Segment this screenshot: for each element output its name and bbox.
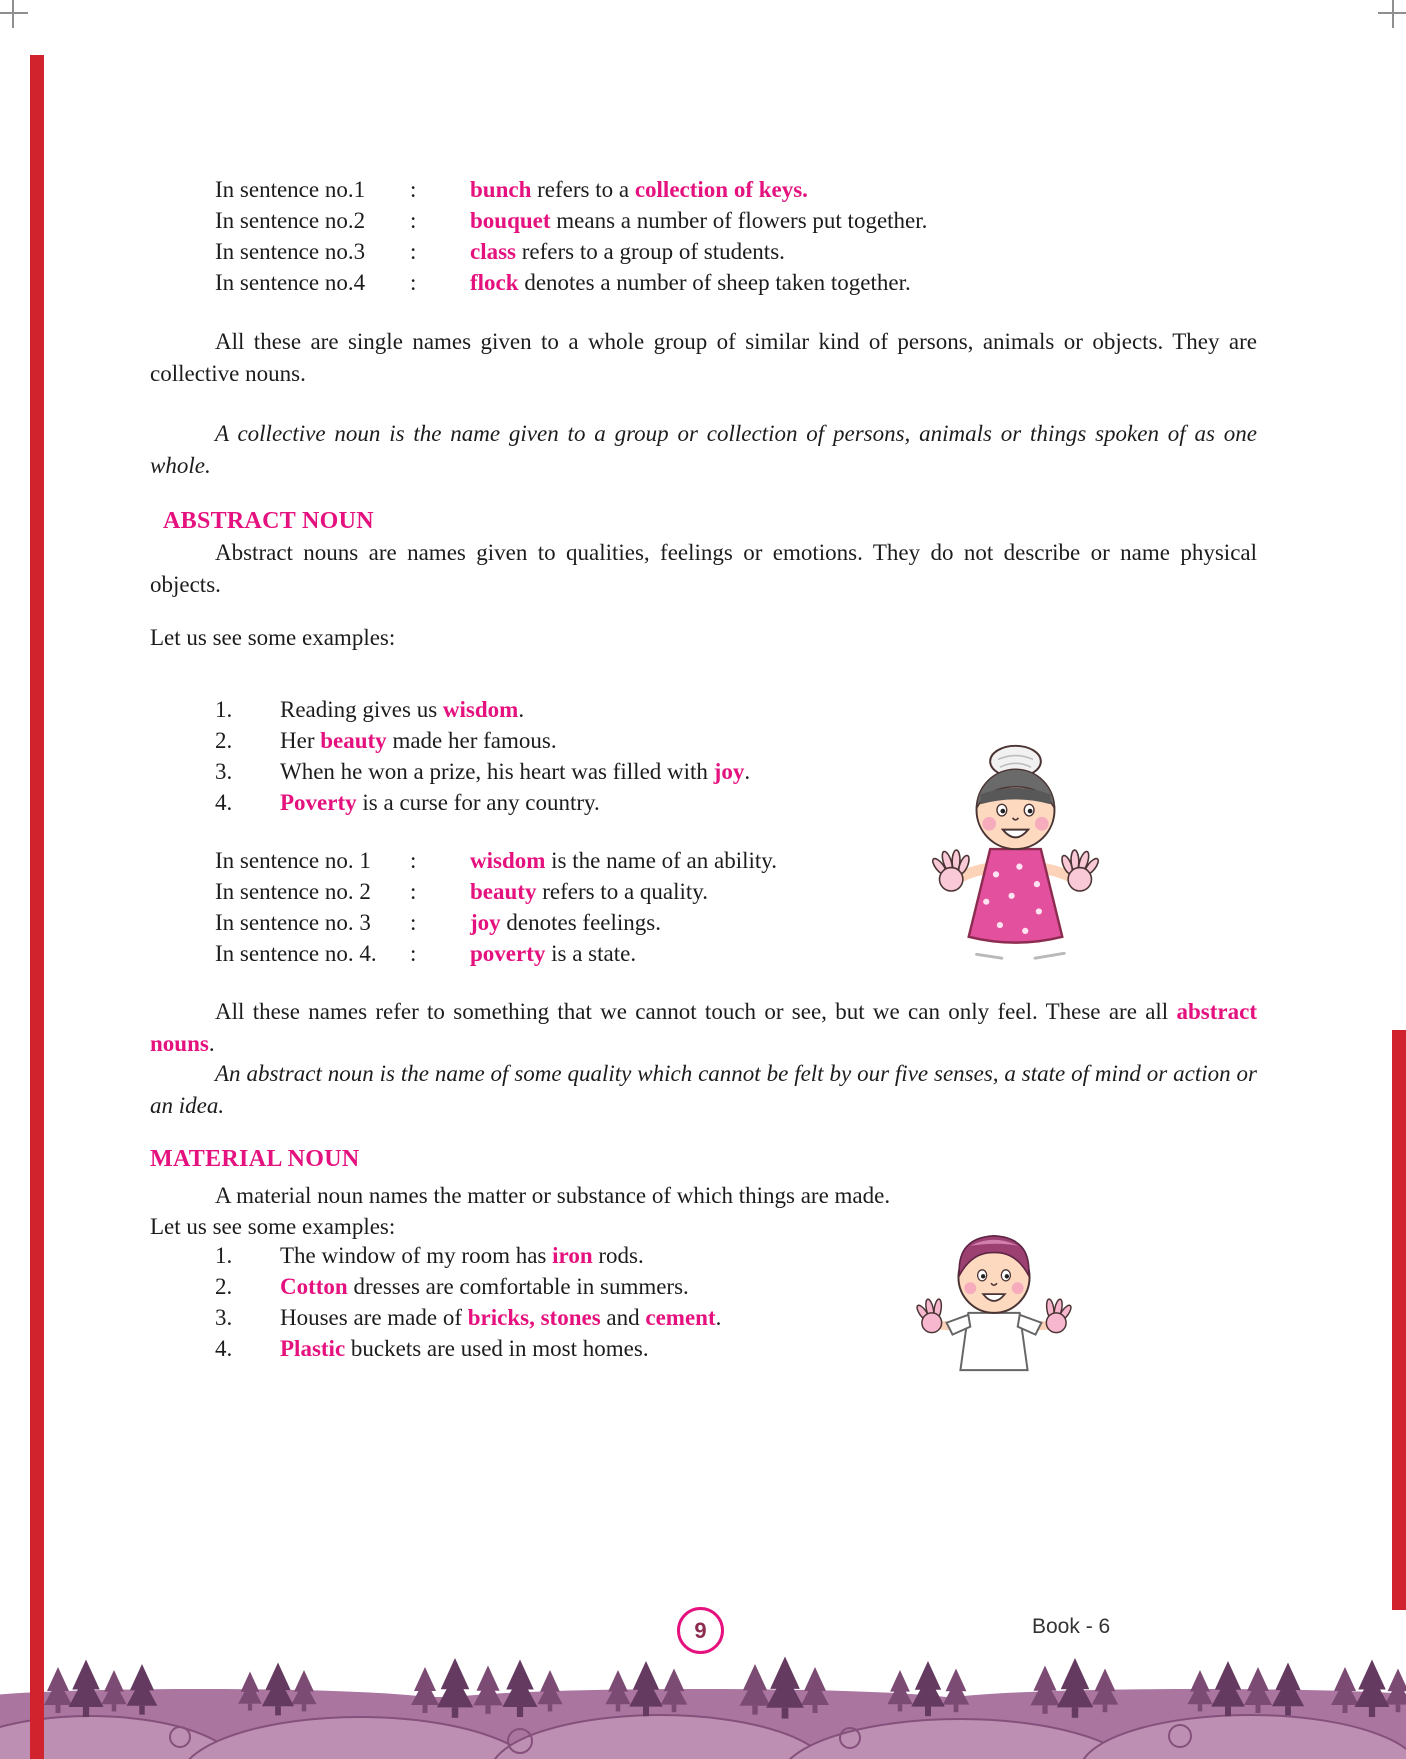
example-number: 4. xyxy=(215,1336,233,1361)
sentence-explanation: beauty refers to a quality. xyxy=(470,879,709,904)
collective-definition: A collective noun is the name given to a group or collection of persons, animals or things spoken of as one whole. xyxy=(150,421,1257,478)
example-item xyxy=(215,725,995,756)
colon-separator: : xyxy=(410,208,417,233)
boy-illustration xyxy=(905,1222,1083,1382)
sentence-label: In sentence no. 1 xyxy=(215,848,371,873)
sentence-explanation-row xyxy=(215,938,935,969)
footer-tree-decoration xyxy=(0,1639,1406,1759)
sentence-explanation: joy denotes feelings. xyxy=(470,910,661,935)
colon-separator: : xyxy=(410,910,417,935)
material-examples-list xyxy=(215,1240,915,1364)
example-sentence: Poverty is a curse for any country. xyxy=(280,790,600,815)
book-label: Book - 6 xyxy=(1032,1615,1111,1638)
sentence-explanation-row xyxy=(215,907,935,938)
example-sentence: Cotton dresses are comfortable in summers. xyxy=(280,1274,689,1299)
example-sentence: When he won a prize, his heart was filled with joy. xyxy=(280,759,751,784)
sentence-label: In sentence no.1 xyxy=(215,177,366,202)
sentence-explanation: bunch refers to a collection of keys. xyxy=(470,177,808,202)
sentence-explanation: flock denotes a number of sheep taken together. xyxy=(470,270,911,295)
sentence-explanation: poverty is a state. xyxy=(470,941,637,966)
example-number: 1. xyxy=(215,1243,233,1268)
material-intro-paragraph: A material noun names the matter or substance of which things are made. xyxy=(215,1183,891,1208)
right-red-edge-bar xyxy=(1392,1030,1406,1610)
sentence-explanation: class refers to a group of students. xyxy=(470,239,785,264)
example-item xyxy=(215,1333,915,1364)
abstract-summary-paragraph: All these names refer to something that we cannot touch or see, but we can only feel. These are all abstract nouns. xyxy=(150,999,1257,1056)
colon-separator: : xyxy=(410,270,417,295)
collective-summary-paragraph: All these are single names given to a whole group of similar kind of persons, animals or objects. They are collective nouns. xyxy=(150,329,1257,386)
crop-mark xyxy=(1392,0,1394,28)
abstract-definition: An abstract noun is the name of some quality which cannot be felt by our five senses, a state of mind or action or an idea. xyxy=(150,1061,1257,1118)
crop-mark xyxy=(12,0,14,28)
sentence-label: In sentence no. 3 xyxy=(215,910,371,935)
examples-label: Let us see some examples: xyxy=(150,1214,396,1239)
sentence-explanation-row xyxy=(215,236,1175,267)
example-number: 1. xyxy=(215,697,233,722)
sentence-explanation-row xyxy=(215,267,1175,298)
example-sentence: Plastic buckets are used in most homes. xyxy=(280,1336,649,1361)
colon-separator: : xyxy=(410,941,417,966)
abstract-intro-paragraph: Abstract nouns are names given to qualities, feelings or emotions. They do not describe or name physical objects. xyxy=(150,540,1257,597)
abstract-examples-list xyxy=(215,694,995,818)
example-number: 2. xyxy=(215,728,233,753)
example-item xyxy=(215,694,995,725)
left-red-edge-bar xyxy=(30,55,44,1759)
example-item xyxy=(215,1302,915,1333)
example-sentence: Her beauty made her famous. xyxy=(280,728,557,753)
material-noun-heading: MATERIAL NOUN xyxy=(150,1146,360,1172)
example-number: 2. xyxy=(215,1274,233,1299)
grandma-illustration xyxy=(918,738,1113,966)
sentence-explanation-row xyxy=(215,174,1175,205)
sentence-label: In sentence no. 2 xyxy=(215,879,371,904)
example-number: 3. xyxy=(215,1305,233,1330)
colon-separator: : xyxy=(410,177,417,202)
colon-separator: : xyxy=(410,239,417,264)
collective-noun-section xyxy=(215,174,1175,298)
example-sentence: Reading gives us wisdom. xyxy=(280,697,525,722)
example-number: 3. xyxy=(215,759,233,784)
sentence-explanation-row xyxy=(215,205,1175,236)
example-sentence: Houses are made of bricks, stones and cement. xyxy=(280,1305,722,1330)
crop-mark xyxy=(0,12,28,14)
sentence-label: In sentence no.4 xyxy=(215,270,366,295)
sentence-explanation: wisdom is the name of an ability. xyxy=(470,848,778,873)
sentence-label: In sentence no.2 xyxy=(215,208,366,233)
sentence-explanation: bouquet means a number of flowers put together. xyxy=(470,208,928,233)
sentence-label: In sentence no. 4. xyxy=(215,941,377,966)
abstract-noun-heading: ABSTRACT NOUN xyxy=(163,508,374,534)
example-sentence: The window of my room has iron rods. xyxy=(280,1243,644,1268)
example-item xyxy=(215,1271,915,1302)
colon-separator: : xyxy=(410,848,417,873)
example-number: 4. xyxy=(215,790,233,815)
colon-separator: : xyxy=(410,879,417,904)
example-item xyxy=(215,1240,915,1271)
sentence-explanation-row xyxy=(215,876,935,907)
examples-label: Let us see some examples: xyxy=(150,625,396,650)
abstract-explanations-list xyxy=(215,845,935,969)
example-item xyxy=(215,787,995,818)
page-number: 9 xyxy=(694,1617,707,1643)
example-item xyxy=(215,756,995,787)
sentence-label: In sentence no.3 xyxy=(215,239,366,264)
sentence-explanation-row xyxy=(215,845,935,876)
page-number-badge xyxy=(677,1607,724,1654)
